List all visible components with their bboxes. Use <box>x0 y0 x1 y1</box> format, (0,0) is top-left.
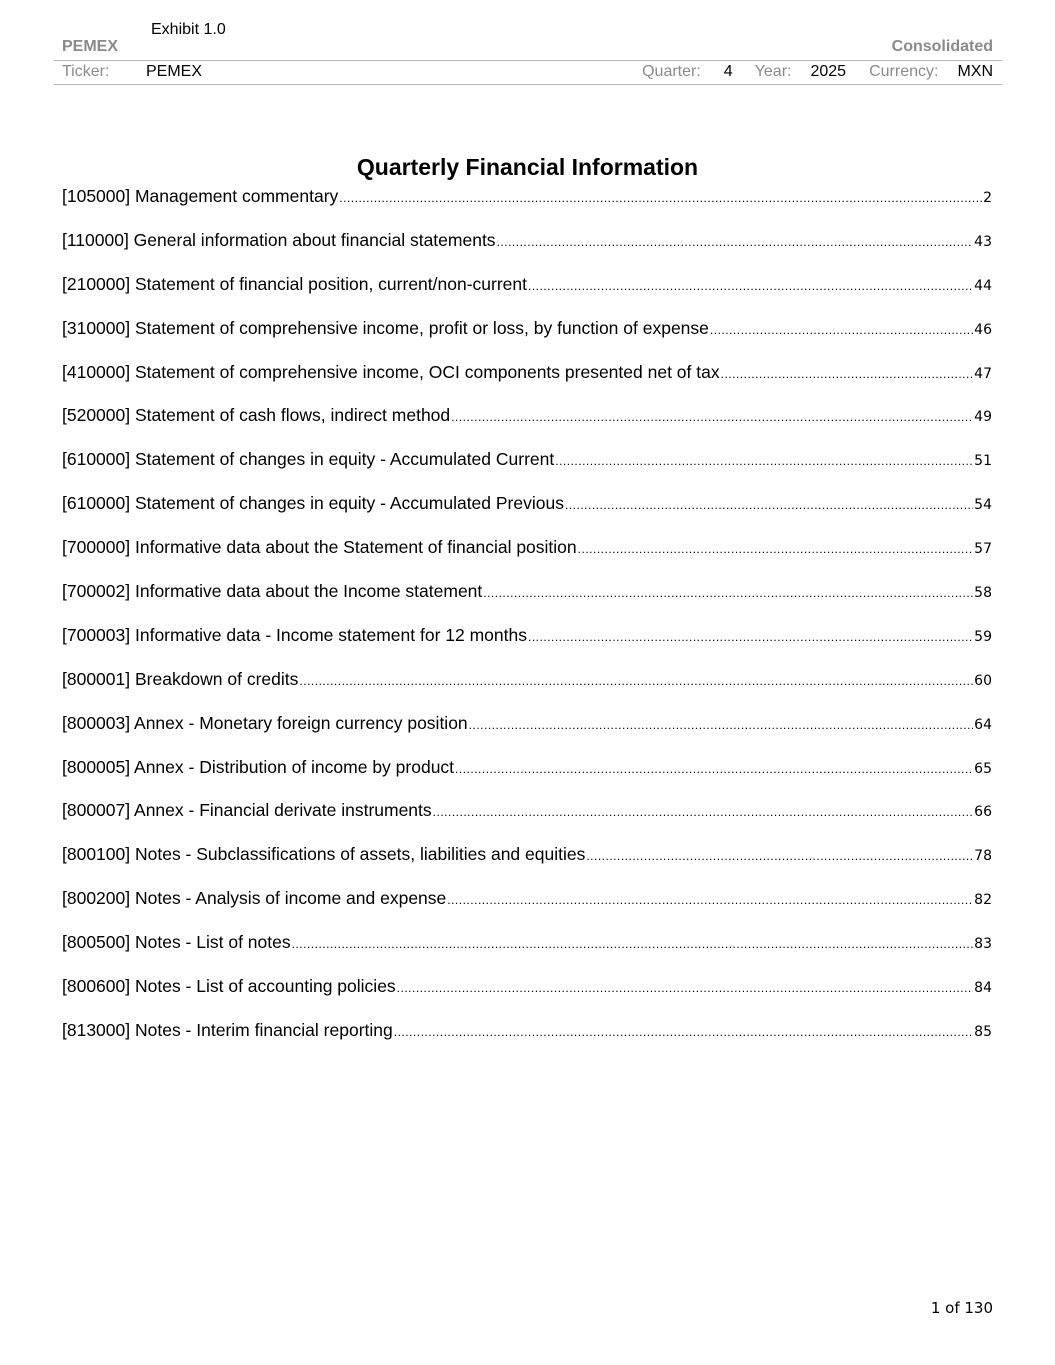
toc-entry-page: 54 <box>974 497 992 514</box>
quarter-label: Quarter: <box>642 63 701 80</box>
toc-entry-label: [800003] Annex - Monetary foreign currency position <box>62 712 468 733</box>
toc-entry-page: 47 <box>974 365 992 382</box>
toc-entry-label: [800001] Breakdown of credits <box>62 668 299 689</box>
toc-entry-page: 2 <box>983 190 992 206</box>
currency-value: MXN <box>957 63 993 80</box>
toc-entry-label: [520000] Statement of cash flows, indirect method <box>62 405 451 426</box>
toc-entry[interactable] <box>62 887 992 931</box>
company-name: PEMEX <box>62 38 119 55</box>
toc-entry-label: [800007] Annex - Financial derivate instruments <box>62 800 432 821</box>
toc-entry[interactable] <box>62 931 992 975</box>
toc-dot-leader <box>565 494 973 516</box>
toc-entry[interactable] <box>62 492 992 536</box>
currency-label: Currency: <box>869 63 939 80</box>
exhibit-label: Exhibit 1.0 <box>151 21 226 38</box>
toc-dot-leader <box>455 758 973 780</box>
toc-entry-page: 43 <box>974 233 992 250</box>
toc-entry-page: 64 <box>974 716 992 733</box>
toc-dot-leader <box>451 406 973 428</box>
toc-entry-label: [800500] Notes - List of notes <box>62 932 291 953</box>
toc-entry[interactable] <box>62 799 992 843</box>
toc-entry-label: [800600] Notes - List of accounting policies <box>62 976 396 997</box>
toc-entry-page: 85 <box>974 1023 992 1040</box>
ticker-label: Ticker: <box>62 63 110 80</box>
toc-entry-page: 58 <box>974 585 992 602</box>
period-info <box>642 62 993 82</box>
toc-entry-page: 57 <box>974 541 992 558</box>
toc-entry[interactable] <box>62 668 992 712</box>
toc-dot-leader <box>433 801 974 823</box>
toc-dot-leader <box>578 538 974 560</box>
toc-entry[interactable] <box>62 843 992 887</box>
toc-entry-page: 46 <box>974 321 992 338</box>
toc-entry[interactable] <box>62 229 992 273</box>
toc-entry-page: 65 <box>974 760 992 777</box>
toc-dot-leader <box>586 845 973 867</box>
toc-entry[interactable] <box>62 404 992 448</box>
toc-entry-page: 60 <box>974 672 992 689</box>
toc-entry-page: 44 <box>974 277 992 294</box>
toc-dot-leader <box>299 670 973 692</box>
toc-entry[interactable] <box>62 361 992 405</box>
toc-dot-leader <box>397 977 974 999</box>
toc-entry[interactable] <box>62 975 992 1019</box>
toc-dot-leader <box>721 363 974 385</box>
toc-entry-label: [700002] Informative data about the Income statement <box>62 581 483 602</box>
toc-entry-page: 66 <box>974 804 992 821</box>
table-of-contents <box>62 185 992 1063</box>
toc-entry-label: [110000] General information about financial statements <box>62 229 496 250</box>
toc-entry-page: 83 <box>974 936 992 953</box>
toc-entry[interactable] <box>62 756 992 800</box>
toc-entry[interactable] <box>62 536 992 580</box>
toc-dot-leader <box>447 889 973 911</box>
toc-entry[interactable] <box>62 580 992 624</box>
consolidated-label: Consolidated <box>891 38 993 55</box>
toc-entry-label: [813000] Notes - Interim financial reporting <box>62 1019 393 1040</box>
toc-dot-leader <box>339 187 982 209</box>
toc-entry-label: [700000] Informative data about the Statement of financial position <box>62 537 577 558</box>
page-indicator: 1 of 130 <box>930 1299 993 1317</box>
toc-dot-leader <box>394 1021 973 1043</box>
quarter-value: 4 <box>723 63 733 80</box>
header-info-row <box>62 62 993 82</box>
toc-entry-label: [700003] Informative data - Income statement for 12 months <box>62 624 527 645</box>
toc-entry[interactable] <box>62 448 992 492</box>
toc-dot-leader <box>555 450 973 472</box>
toc-entry-label: [800005] Annex - Distribution of income by product <box>62 756 455 777</box>
toc-entry-label: [610000] Statement of changes in equity - Accumulated Previous <box>62 493 564 514</box>
toc-entry-label: [310000] Statement of comprehensive income, profit or loss, by function of expense <box>62 317 709 338</box>
toc-dot-leader <box>528 275 973 297</box>
toc-dot-leader <box>497 231 974 253</box>
toc-entry-label: [410000] Statement of comprehensive income, OCI components presented net of tax <box>62 361 720 382</box>
toc-entry[interactable] <box>62 317 992 361</box>
toc-entry-page: 51 <box>974 453 992 470</box>
toc-entry-page: 82 <box>974 892 992 909</box>
toc-entry-page: 49 <box>974 409 992 426</box>
toc-entry-label: [800200] Notes - Analysis of income and expense <box>62 888 447 909</box>
toc-dot-leader <box>483 582 973 604</box>
toc-entry-page: 78 <box>974 848 992 865</box>
ticker-value: PEMEX <box>146 63 203 80</box>
toc-entry-label: [210000] Statement of financial position, current/non-current <box>62 273 527 294</box>
toc-entry-label: [105000] Management commentary <box>62 186 339 206</box>
toc-entry[interactable] <box>62 712 992 756</box>
toc-entry[interactable] <box>62 273 992 317</box>
toc-dot-leader <box>292 933 974 955</box>
toc-entry[interactable] <box>62 1019 992 1063</box>
toc-entry-label: [800100] Notes - Subclassifications of assets, liabilities and equities <box>62 844 586 865</box>
toc-entry-label: [610000] Statement of changes in equity - Accumulated Current <box>62 449 555 470</box>
toc-entry[interactable] <box>62 185 992 229</box>
toc-dot-leader <box>469 714 974 736</box>
year-value: 2025 <box>810 63 847 80</box>
header-top-rule <box>53 60 1002 61</box>
toc-entry[interactable] <box>62 624 992 668</box>
page-title: Quarterly Financial Information <box>356 154 699 180</box>
header-bottom-rule <box>53 84 1002 85</box>
toc-entry-page: 84 <box>974 980 992 997</box>
toc-entry-page: 59 <box>974 628 992 645</box>
toc-dot-leader <box>710 319 973 341</box>
year-label: Year: <box>754 63 792 80</box>
toc-dot-leader <box>528 626 973 648</box>
